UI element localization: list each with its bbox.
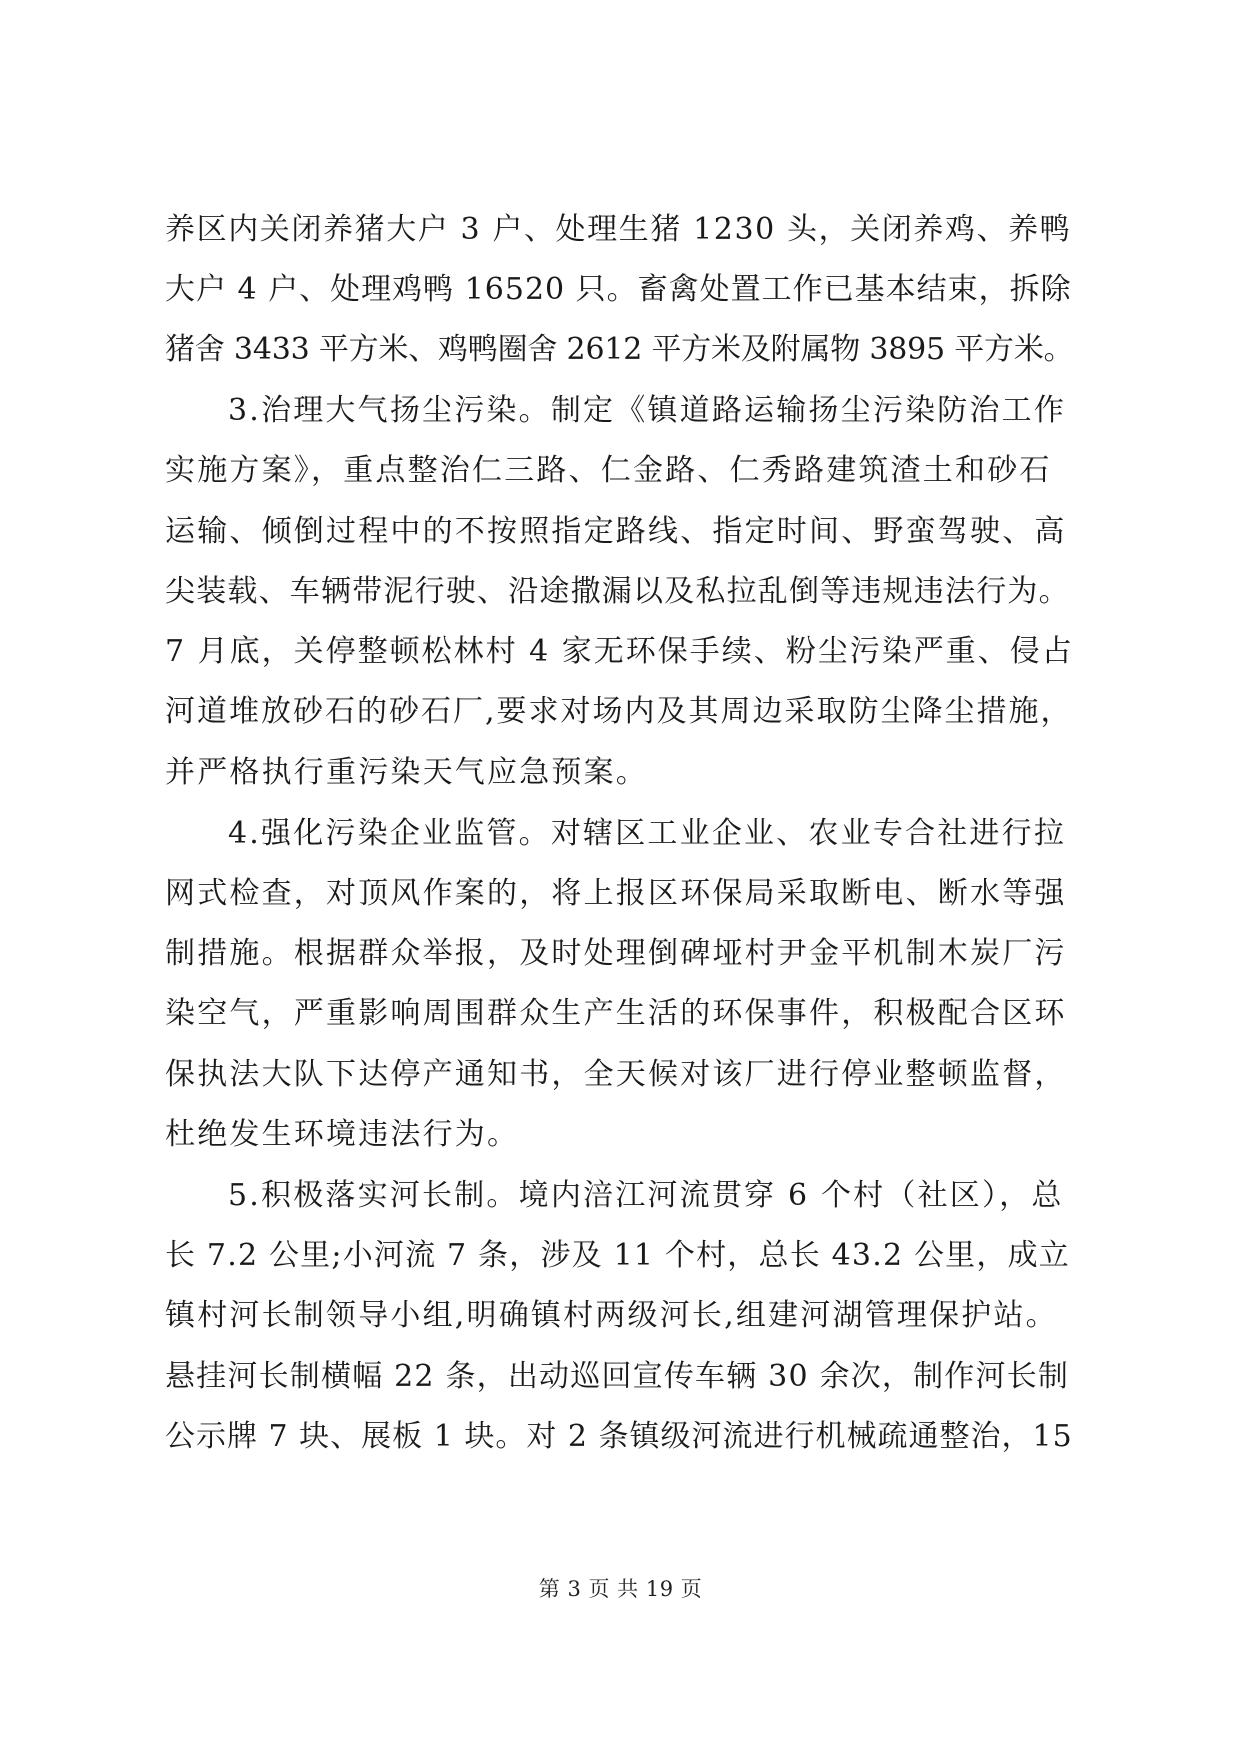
body-line: 保执法大队下达停产通知书，全天候对该厂进行停业整顿监督， bbox=[165, 1057, 1067, 1092]
body-line: 实施方案》，重点整治仁三路、仁金路、仁秀路建筑渣土和砂石 bbox=[165, 453, 1052, 488]
body-line: 悬挂河长制横幅 22 条，出动巡回宣传车辆 30 余次，制作河长制 bbox=[165, 1359, 1070, 1394]
page-footer: 第 3 页 共 19 页 bbox=[538, 1577, 703, 1601]
body-line: 染空气，严重影响周围群众生产生活的环保事件，积极配合区环 bbox=[165, 996, 1067, 1031]
paragraph-start-line: 3.治理大气扬尘污染。制定《镇道路运输扬尘污染防治工作 bbox=[228, 393, 1067, 428]
body-line: 网式检查，对顶风作案的，将上报区环保局采取断电、断水等强 bbox=[165, 876, 1067, 911]
body-line: 公示牌 7 块、展板 1 块。对 2 条镇级河流进行机械疏通整治，15 bbox=[165, 1419, 1073, 1454]
body-line: 7 月底，关停整顿松林村 4 家无环保手续、粉尘污染严重、侵占 bbox=[165, 634, 1074, 669]
body-line: 猪舍 3433 平方米、鸡鸭圈舍 2612 平方米及附属物 3895 平方米。 bbox=[165, 332, 1074, 367]
body-line: 大户 4 户、处理鸡鸭 16520 只。畜禽处置工作已基本结束，拆除 bbox=[165, 272, 1072, 307]
body-line: 镇村河长制领导小组,明确镇村两级河长,组建河湖管理保护站。 bbox=[165, 1298, 1058, 1333]
paragraph-start-line: 4.强化污染企业监管。对辖区工业企业、农业专合社进行拉 bbox=[228, 816, 1067, 851]
body-line: 并严格执行重污染天气应急预案。 bbox=[165, 755, 648, 790]
body-line: 尖装载、车辆带泥行驶、沿途撒漏以及私拉乱倒等违规违法行为。 bbox=[165, 574, 1070, 609]
body-line: 养区内关闭养猪大户 3 户、处理生猪 1230 头，关闭养鸡、养鸭 bbox=[165, 212, 1072, 247]
body-line: 运输、倾倒过程中的不按照指定路线、指定时间、野蛮驾驶、高 bbox=[165, 514, 1067, 549]
paragraph-start-line: 5.积极落实河长制。境内涪江河流贯穿 6 个村（社区），总 bbox=[228, 1178, 1064, 1213]
body-line: 杜绝发生环境违法行为。 bbox=[165, 1117, 520, 1152]
body-line: 制措施。根据群众举报，及时处理倒碑垭村尹金平机制木炭厂污 bbox=[165, 936, 1067, 971]
body-line: 河道堆放砂石的砂石厂,要求对场内及其周边采取防尘降尘措施， bbox=[165, 694, 1073, 729]
body-line: 长 7.2 公里;小河流 7 条，涉及 11 个村，总长 43.2 公里，成立 bbox=[165, 1238, 1070, 1273]
